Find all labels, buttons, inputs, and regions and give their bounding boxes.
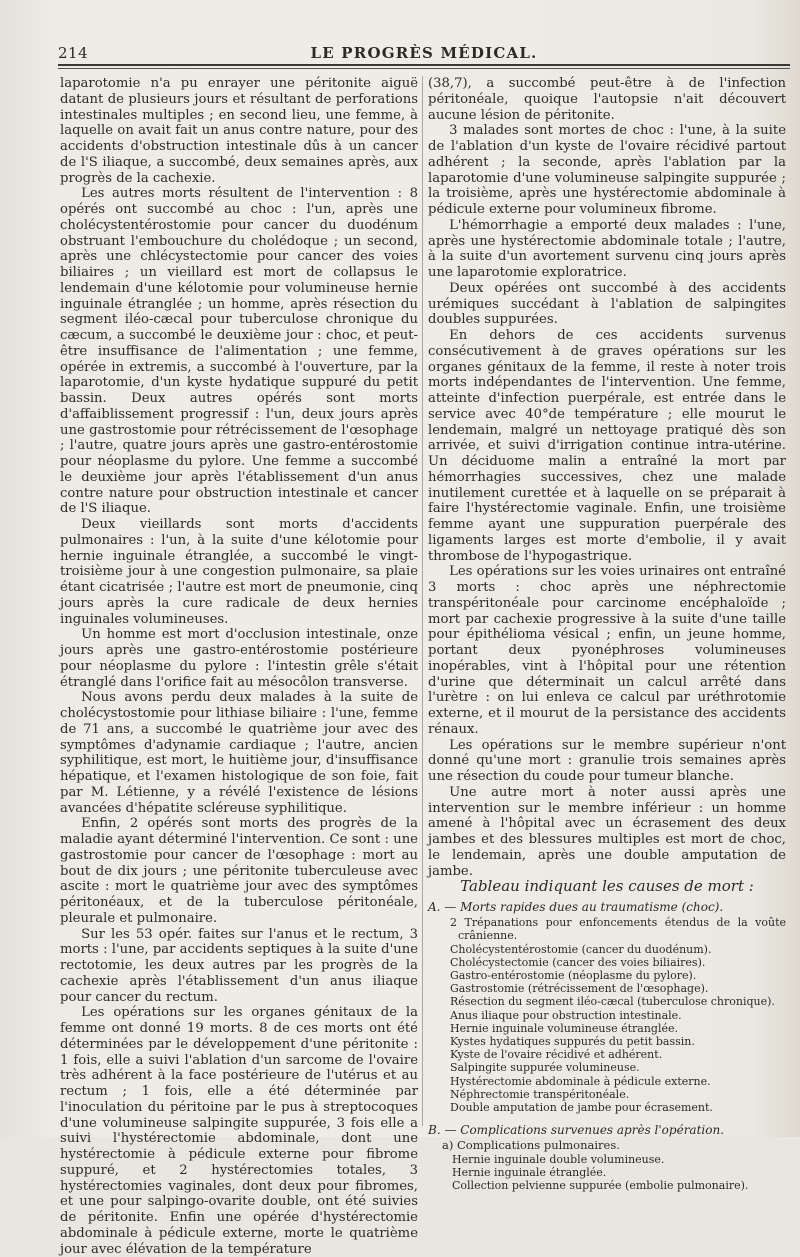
right_column-paragraph: Une autre mort à noter aussi après une intervention sur le membre inférieur : un homme amené à l'hôpital avec un écrasement des deux jambes et des blessures multiples est mort de choc, le lendemain, après une double amputation de jambe. (428, 784, 786, 879)
table-row: Kystes hydatiques suppurés du petit bassin. (450, 1035, 695, 1049)
right-column (428, 76, 786, 1192)
page-header (58, 44, 790, 64)
left-column (60, 76, 418, 1257)
right_column-paragraph: Les opérations sur les voies urinaires ont entraîné 3 morts : choc après une néphrectomie transpéritonéale pour carcinome encéphaloïde ; mort par cachexie progressive à la suite d'une taille pour épithélioma vésical ; enfin, un jeune homme, portant deux pyonéphroses volumineuses inopérables, vint à l'hôpital pour une rétention d'urine que déterminait un calcul arrêté dans l'urètre : on lui enleva ce calcul par uréthrotomie externe, et il mourut de la persistance des accidents rénaux. (428, 564, 786, 737)
section-a-label: A. — Morts rapides dues au traumatisme (choc). (428, 900, 724, 914)
left_column-paragraph: Deux vieillards sont morts d'accidents pulmonaires : l'un, à la suite d'une kélotomie pour hernie inguinale étranglée, a succombé le vingt-troisième jour à une congestion pulmonaire, sa plaie étant cicatrisée ; l'autre est mort de pneumonie, cinq jours après la cure radicale de deux hernies inguinales volumineuses. (60, 517, 418, 627)
table-row: Anus iliaque pour obstruction intestinale. (450, 1008, 682, 1022)
table-row: Hernie inguinale volumineuse étranglée. (450, 1021, 679, 1035)
table-row: Cholécystectomie (cancer des voies biliaires). (450, 955, 706, 969)
column-divider (422, 76, 423, 1126)
table-row: Gastro-entérostomie (néoplasme du pylore). (450, 969, 697, 983)
table-row: Cholécystentérostomie (cancer du duodénum). (450, 942, 712, 956)
table-row: Résection du segment iléo-cæcal (tuberculose chronique). (450, 995, 775, 1009)
journal-title: LE PROGRÈS MÉDICAL. (310, 44, 538, 62)
table-row: Néphrectomie transpéritonéale. (450, 1087, 630, 1101)
header-rule (58, 64, 790, 66)
left_column-paragraph: Enfin, 2 opérés sont morts des progrès de la maladie ayant déterminé l'intervention. Ce sont : une gastrostomie pour cancer de l'œsophage : mort au bout de dix jours ; une péritonite tuberculeuse avec ascite : mort le quatrième jour avec des symptômes péritonéaux, et de la tuberculose péritonéale, pleurale et pulmonaire. (60, 816, 418, 926)
left_column-paragraph: Les autres morts résultent de l'intervention : 8 opérés ont succombé au choc : l'un, après une cholécystentérostomie pour cancer du duodénum obstruant l'embouchure du cholédoque ; un second, après une chlécystectomie pour cancer des voies biliaires ; un vieillard est mort de collapsus le lendemain d'une kélotomie pour volumineuse hernie inguinale étranglée ; un homme, après résection du segment iléo-cæcal pour tuberculose chronique du cæcum, a succombé le deuxième jour : choc, et peut-être insuffisance de l'alimentation ; une femme, opérée in extremis, a succombé à l'ouverture, par la laparotomie, d'un kyste hydatique suppuré du petit bassin. Deux autres opérés sont morts d'affaiblissement progressif : l'un, deux jours après une gastrostomie pour rétrécissement de l'œsophage ; l'autre, quatre jours après une gastro-entérostomie pour néoplasme du pylore. Une femme a succombé le deuxième jour après l'établissement d'un anus contre nature pour obstruction intestinale et cancer de l'S iliaque. (60, 186, 418, 517)
right_column-paragraph: En dehors de ces accidents survenus consécutivement à de graves opérations sur les organes génitaux de la femme, il reste à noter trois morts indépendantes de l'intervention. Une femme, atteinte d'infection puerpérale, est entrée dans le service avec 40°de température ; elle mourut le lendemain, malgré un nettoyage pratiqué dès son arrivée, et suivi d'irrigation continue intra-utérine. Un déciduome malin a entraîné la mort par hémorrhagies successives, chez une malade inutilement curettée et à laquelle on se préparait à faire l'hystérectomie vaginale. Enfin, une troisième femme ayant une suppuration puerpérale des ligaments larges est morte d'embolie, il y avait thrombose de l'hypogastrique. (428, 328, 786, 564)
left_column-paragraph: Sur les 53 opér. faites sur l'anus et le rectum, 3 morts : l'une, par accidents septiques à la suite d'une rectotomie, les deux autres par les progrès de la cachexie après l'établissement d'un anus iliaque pour cancer du rectum. (60, 926, 418, 1005)
header-rule-thin (58, 68, 790, 69)
right_column-paragraph: (38,7), a succombé peut-être à de l'infection péritonéale, quoique l'autopsie n'ait découvert aucune lésion de péritonite. (428, 76, 786, 123)
left_column-paragraph: laparotomie n'a pu enrayer une péritonite aiguë datant de plusieurs jours et résultant de perforations intestinales multiples ; en second lieu, une femme, à laquelle on avait fait un anus contre nature, pour des accidents d'obstruction intestinale dûs à un cancer de l'S iliaque, a succombé, deux semaines après, aux progrès de la cachexie. (60, 76, 418, 186)
section-b-subsection: a) Complications pulmonaires. (442, 1138, 620, 1153)
table-row: Gastrostomie (rétrécissement de l'œsophage). (450, 982, 709, 996)
section-b-items (428, 1153, 786, 1193)
table-row: Double amputation de jambe pour écrasement. (450, 1101, 713, 1115)
table-row: Collection pelvienne suppurée (embolie pulmonaire). (452, 1179, 749, 1193)
table-row: 2 Trépanations pour enfoncements étendus de la voûte crânienne. (450, 916, 786, 943)
table-row: Kyste de l'ovaire récidivé et adhérent. (450, 1048, 663, 1062)
table-row: Hernie inguinale étranglée. (452, 1165, 607, 1179)
causes-table (428, 901, 786, 1192)
table-title: Tableau indiquant les causes de mort : (460, 877, 754, 896)
right_column-paragraph: 3 malades sont mortes de choc : l'une, à la suite de l'ablation d'un kyste de l'ovaire récidivé partout adhérent ; la seconde, après l'ablation par la laparotomie d'une volumineuse salpingite suppurée ; la troisième, après une hystérectomie abdominale à pédicule externe pour volumineux fibrome. (428, 123, 786, 217)
left_column-paragraph: Nous avons perdu deux malades à la suite de cholécystostomie pour lithiase biliaire : l'une, femme de 71 ans, a succombé le quatrième jour avec des symptômes d'adynamie cardiaque ; l'autre, ancien syphilitique, est mort, le huitième jour, d'insuffisance hépatique, et l'examen histologique de son foie, fait par M. Létienne, y a révélé l'existence de lésions avancées d'hépatite scléreuse syphilitique. (60, 690, 418, 816)
section-a-items (428, 916, 786, 1114)
right_column-paragraph: L'hémorrhagie a emporté deux malades : l'une, après une hystérectomie abdominale totale ; l'autre, à la suite d'un avortement survenu cinq jours après une laparotomie exploratrice. (428, 217, 786, 280)
left_column-paragraph: Les opérations sur les organes génitaux de la femme ont donné 19 morts. 8 de ces morts ont été déterminées par le développement d'une péritonite : 1 fois, elle a suivi l'ablation d'un sarcome de l'ovaire très adhérent à la face postérieure de l'utérus et au rectum ; 1 fois, elle a été déterminée par l'inoculation du péritoine par le pus à streptocoques d'une volumineuse salpingite suppurée, 3 fois elle a suivi l'hystérectomie abdominale, dont une hystérectomie à pédicule externe pour fibrome suppuré, et 2 hystérectomies totales, 3 hystérectomies vaginales, dont deux pour fibromes, et une pour salpingo-ovarite double, ont été suivies de péritonite. Enfin une opérée d'hystérectomie abdominale à pédicule externe, morte le quatrième jour avec élévation de la température (60, 1005, 418, 1257)
table-row: Salpingite suppurée volumineuse. (450, 1061, 640, 1075)
right-column-text (428, 76, 786, 879)
right_column-paragraph: Deux opérées ont succombé à des accidents urémiques succédant à l'ablation de salpingites doubles suppurées. (428, 280, 786, 328)
table-row: Hystérectomie abdominale à pédicule externe. (450, 1074, 711, 1088)
section-b-label: B. — Complications survenues après l'opération. (428, 1123, 725, 1138)
table-row: Hernie inguinale double volumineuse. (452, 1152, 665, 1166)
right_column-paragraph: Les opérations sur le membre supérieur n'ont donné qu'une mort : granulie trois semaines après une résection du coude pour tumeur blanche. (428, 737, 786, 784)
left_column-paragraph: Un homme est mort d'occlusion intestinale, onze jours après une gastro-entérostomie postérieure pour néoplasme du pylore : l'intestin grêle s'était étranglé dans l'orifice fait au mésocôlon transverse. (60, 627, 418, 690)
page-number: 214 (58, 44, 89, 62)
